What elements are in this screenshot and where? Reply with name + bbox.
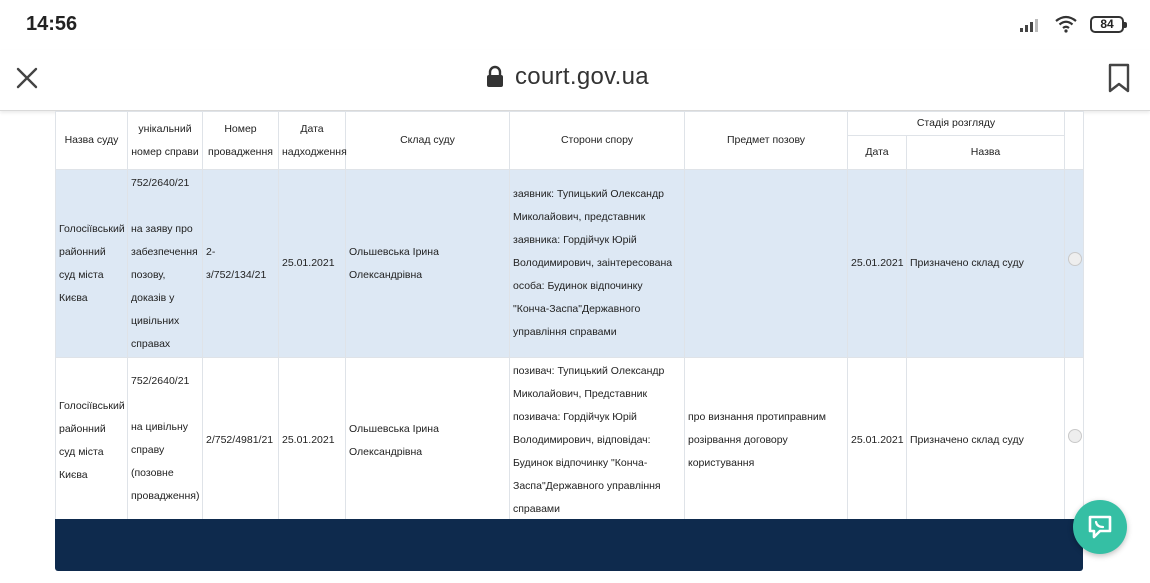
cell-select	[1065, 358, 1084, 524]
header-proceeding-number: Номер провадження	[203, 112, 279, 170]
battery-indicator: 84	[1090, 16, 1124, 33]
chat-button[interactable]	[1073, 500, 1127, 554]
row-radio[interactable]	[1068, 252, 1082, 266]
cell-proceeding-number: 2-з/752/134/21	[203, 170, 279, 358]
header-subject: Предмет позову	[685, 112, 848, 170]
case-number: 752/2640/21	[131, 177, 190, 189]
browser-url-bar	[0, 50, 1150, 111]
cell-composition: Ольшевська Ірина Олександрівна	[346, 358, 510, 524]
header-parties: Сторони спору	[510, 112, 685, 170]
header-receipt-date: Дата надходження	[279, 112, 346, 170]
cell-receipt-date: 25.01.2021	[279, 170, 346, 358]
cell-case-number	[128, 170, 203, 358]
chat-icon	[1086, 513, 1114, 541]
case-description: на заяву про забезпечення позову, доказів у цивільних справах	[131, 223, 198, 350]
footer-bar	[55, 519, 1083, 571]
header-court: Назва суду	[56, 112, 128, 170]
header-stage-date: Дата	[848, 136, 907, 170]
case-description: на цивільну справу (позовне провадження)	[131, 421, 200, 502]
cell-court: Голосіївський районний суд міста Києва	[56, 170, 128, 358]
status-bar	[0, 0, 1150, 50]
cell-parties: заявник: Тупицький Олександр Миколайович, представник заявника: Гордійчук Юрій Володимирович, заінтересована особа: Будинок відпочинку "Конча-Заспа"Державного управління справами	[510, 170, 685, 358]
header-court-composition: Склад суду	[346, 112, 510, 170]
header-unique-number: унікальний номер справи	[128, 112, 203, 170]
cell-subject: про визнання протиправним розірвання договору користування	[685, 358, 848, 524]
cases-table	[55, 111, 1084, 524]
url-text: court.gov.ua	[515, 63, 649, 90]
table-row[interactable]	[56, 170, 1084, 358]
close-icon[interactable]	[12, 63, 42, 93]
cell-court: Голосіївський районний суд міста Києва	[56, 358, 128, 524]
cell-stage-date: 25.01.2021	[848, 358, 907, 524]
wifi-icon	[1054, 15, 1078, 33]
status-time: 14:56	[26, 13, 78, 35]
header-stage: Стадія розгляду	[848, 112, 1065, 136]
cell-composition: Ольшевська Ірина Олександрівна	[346, 170, 510, 358]
row-radio[interactable]	[1068, 429, 1082, 443]
header-select	[1065, 112, 1084, 170]
url-display[interactable]	[485, 63, 649, 91]
cell-proceeding-number: 2/752/4981/21	[203, 358, 279, 524]
table-row[interactable]	[56, 358, 1084, 524]
status-icons	[1020, 15, 1124, 33]
cell-parties: позивач: Тупицький Олександр Миколайович, Представник позивача: Гордійчук Юрій Володимирович, відповідач: Будинок відпочинку "Конча-Заспа"Державного управління справами	[510, 358, 685, 524]
cases-table-container	[55, 111, 1083, 524]
cell-select	[1065, 170, 1084, 358]
bookmark-icon[interactable]	[1106, 62, 1132, 94]
signal-icon	[1020, 16, 1042, 32]
lock-icon	[485, 65, 505, 89]
cell-stage-name: Призначено склад суду	[907, 170, 1065, 358]
cell-stage-date: 25.01.2021	[848, 170, 907, 358]
cell-receipt-date: 25.01.2021	[279, 358, 346, 524]
header-stage-name: Назва	[907, 136, 1065, 170]
cell-subject	[685, 170, 848, 358]
case-number: 752/2640/21	[131, 375, 190, 387]
cell-stage-name: Призначено склад суду	[907, 358, 1065, 524]
cell-case-number	[128, 358, 203, 524]
